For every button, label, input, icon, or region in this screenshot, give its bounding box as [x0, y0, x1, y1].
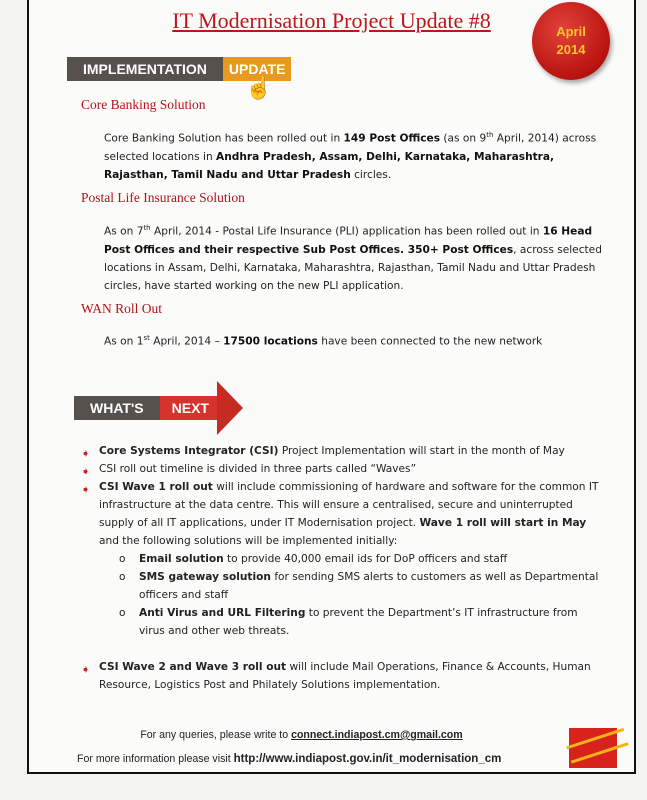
- section-body: [104, 329, 604, 351]
- hand-cursor-icon: ☝: [245, 75, 273, 100]
- footer-info: [77, 753, 501, 765]
- banner-implementation: IMPLEMENTATION: [67, 57, 223, 81]
- section-body: [104, 126, 604, 184]
- text: have been connected to the new network: [317, 335, 543, 348]
- list-item: [81, 658, 601, 694]
- info-text: For more information please visit: [77, 753, 234, 765]
- document-page: [27, 0, 636, 774]
- bold-text: CSI Wave 2 and Wave 3 roll out: [99, 661, 287, 673]
- list-item: [81, 460, 601, 478]
- text: As on 7: [104, 225, 144, 238]
- text: and the following solutions will be implemented initially:: [99, 535, 398, 547]
- badge-month: April: [556, 24, 586, 39]
- sub-list-item: [81, 568, 601, 604]
- india-post-logo: [569, 728, 617, 768]
- section-body: [104, 219, 604, 295]
- badge-year: 2014: [556, 42, 586, 57]
- circle-bullet-icon: o: [119, 553, 126, 565]
- whats-next-banner: [74, 396, 243, 420]
- bold-text: Email solution: [139, 553, 224, 565]
- banner-update: UPDATE: [223, 57, 292, 81]
- red-arrow-bullet-icon: ➧: [81, 483, 91, 496]
- red-arrow-bullet-icon: ➧: [81, 663, 91, 676]
- list-item: [81, 442, 601, 460]
- text: circles.: [350, 168, 392, 181]
- banner-whats: WHAT'S: [74, 396, 160, 420]
- circle-bullet-icon: o: [119, 571, 126, 583]
- email-link[interactable]: connect.indiapost.cm@gmail.com: [291, 729, 463, 741]
- banner-next: NEXT: [160, 396, 217, 420]
- text: Project Implementation will start in the month of May: [278, 445, 565, 457]
- text: April, 2014) across selected locations in: [104, 132, 597, 163]
- superscript: th: [486, 131, 494, 139]
- text: April, 2014 - Postal Life Insurance (PLI) application has been rolled out in: [150, 225, 543, 238]
- red-arrow-bullet-icon: ➧: [81, 465, 91, 478]
- text: to prevent the Department’s IT infrastructure from virus and other web threats.: [139, 607, 578, 637]
- text: (as on 9: [440, 132, 487, 145]
- text: CSI roll out timeline is divided in three parts called “Waves”: [99, 463, 417, 475]
- text: will include commissioning of hardware and software for the common IT infrastructure at the data centre. This will ensure a centralised, secure and uninterrupted supply of all IT applications, under IT Modernisation project.: [99, 481, 599, 529]
- bold-text: Andhra Pradesh, Assam, Delhi, Karnataka, Maharashtra, Rajasthan, Tamil Nadu and Uttar Pradesh: [104, 150, 555, 181]
- bold-text: 17500 locations: [223, 335, 318, 348]
- bold-text: CSI Wave 1 roll out: [99, 481, 213, 493]
- text: Core Banking Solution has been rolled out in: [104, 132, 344, 145]
- list-item: [81, 478, 601, 550]
- bold-text: 16 Head Post Offices and their respective Sub Post Offices. 350+ Post Offices: [104, 225, 593, 256]
- bold-text: 149 Post Offices: [343, 132, 441, 145]
- text: to provide 40,000 email ids for DoP officers and staff: [223, 553, 508, 565]
- bold-text: SMS gateway solution: [139, 571, 271, 583]
- text: for sending SMS alerts to customers as well as Departmental officers and staff: [139, 571, 599, 601]
- text: will include Mail Operations, Finance & Accounts, Human Resource, Logistics Post and Philately Solutions implementation.: [99, 661, 591, 691]
- section-heading: Core Banking Solution: [81, 97, 206, 112]
- website-link[interactable]: http://www.indiapost.gov.in/it_modernisation_cm: [233, 753, 502, 765]
- superscript: th: [143, 224, 151, 232]
- bold-text: Anti Virus and URL Filtering: [139, 607, 306, 619]
- page-title: IT Modernisation Project Update #8: [172, 8, 491, 33]
- sub-list-item: [81, 604, 601, 640]
- text: As on 1: [104, 335, 144, 348]
- arrow-icon: [217, 381, 243, 435]
- section-heading: WAN Roll Out: [81, 301, 162, 316]
- implementation-update-banner: [67, 57, 291, 100]
- superscript: st: [143, 334, 150, 342]
- query-text: For any queries, please write to: [140, 729, 292, 741]
- bold-text: Core Systems Integrator (CSI): [99, 445, 279, 457]
- whats-next-list: [81, 442, 601, 694]
- text: , across selected locations in Assam, Delhi, Karnataka, Maharashtra, Rajasthan, Tamil Nadu and Uttar Pradesh circles, have started working on the new PLI application.: [104, 243, 602, 292]
- circle-bullet-icon: o: [119, 607, 126, 619]
- footer-query: [0, 729, 604, 741]
- section-heading: Postal Life Insurance Solution: [81, 190, 245, 205]
- text: April, 2014 –: [149, 335, 224, 348]
- date-badge: [532, 2, 610, 80]
- bold-text: Wave 1 roll will start in May: [419, 517, 587, 529]
- sub-list-item: [81, 550, 601, 568]
- red-arrow-bullet-icon: ➧: [81, 447, 91, 460]
